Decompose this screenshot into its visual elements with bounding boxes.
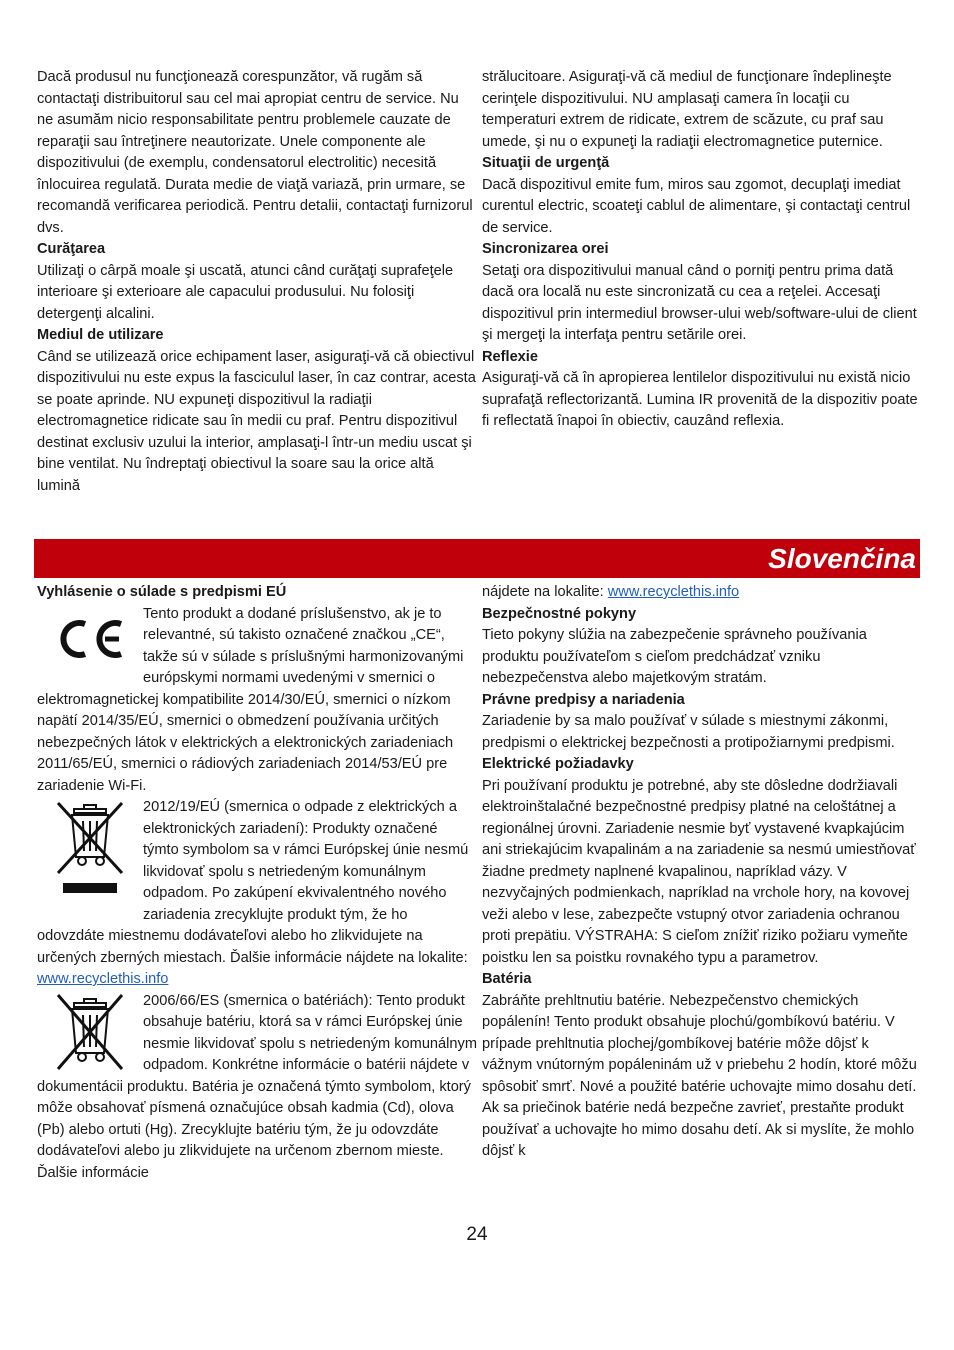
sk-left-column bbox=[37, 582, 477, 1184]
sk-electrical-heading: Elektrické požiadavky bbox=[482, 756, 634, 772]
ro-cleaning-heading: Curăţarea bbox=[37, 241, 106, 257]
sk-battery-paragraph: Zabráňte prehltnutiu batérie. Nebezpečenstvo chemických popálenín! Tento produkt obsahuje plochú/gombíkovú batériu. V prípade prehltnutia plochej/gombíkovej batérie môže dôjsť k vážnym vnútorným popáleninám už v priebehu 2 hodín, ktoré môžu spôsobiť smrť. Nové a použité batérie uchovajte mimo dosahu detí. Ak sa priečinok batérie nedá bezpečne zavrieť, prestaňte produkt používať a uchovajte ho mimo dosahu detí. Ak si myslíte, že mohlo dôjsť k bbox=[482, 992, 917, 1159]
sk-safety-paragraph: Tieto pokyny slúžia na zabezpečenie správneho používania produktu používateľom s cieľom predchádzať vzniku nebezpečenstva alebo majetkovým stratám. bbox=[482, 627, 867, 686]
sk-laws-paragraph: Zariadenie by sa malo používať v súlade s miestnymi zákonmi, predpismi o elektrickej bezpečnosti a protipožiarnymi predpismi. bbox=[482, 713, 895, 751]
ro-environment-continued: strălucitoare. Asiguraţi-vă că mediul de funcţionare îndeplineşte cerinţele dispozitivului. NU amplasaţi camera în locaţii cu temperaturi extrem de ridicate, extrem de scăzute, cu praf sau umede, şi nu o expuneţi la radiaţii electromagnetice puternice. bbox=[482, 69, 892, 150]
ro-reflection-heading: Reflexie bbox=[482, 348, 538, 365]
page-number: 24 bbox=[466, 1224, 488, 1245]
ro-environment-paragraph: Când se utilizează orice echipament laser, asiguraţi-vă că obiectivul dispozitivului nu este expus la fasciculul laser, în caz contrar, acesta se poate aprinde. NU expuneţi dispozitivul la radiaţii electromagnetice ridicate sau în medii cu praf. Pentru dispozitivul destinat exclusiv uzului la interior, amplasaţi-l într-un mediu uscat şi bine ventilat. Nu îndreptaţi obiectivul la soare sau la orice altă lumină bbox=[37, 348, 476, 494]
sk-eu-compliance-heading: Vyhlásenie o súlade s predpismi EÚ bbox=[37, 584, 287, 600]
sk-link-line bbox=[482, 582, 922, 604]
ro-service-paragraph: Dacă produsul nu funcţionează corespunzător, vă rugăm să contactaţi distribuitorul sau cel mai apropiat centru de service. Nu ne asumăm nicio responsabilitate pentru problemele cauzate de reparaţii sau întreţinere neautorizate. Unele componente ale dispozitivului (de exemplu, condensatorul electrolitic) necesită înlocuirea regulată. Durata medie de viaţă variază, prin urmare, se recomandă verificarea periodică. Pentru detalii, contactaţi furnizorul dvs. bbox=[37, 69, 473, 236]
ro-left-column bbox=[37, 67, 479, 497]
ro-cleaning-paragraph: Utilizaţi o cârpă moale şi uscată, atunci când curăţaţi suprafeţele interioare şi exterioare ale capacului produsului. Nu folosiţi detergenţi alcalini. bbox=[37, 262, 454, 322]
sk-weee-text: 2012/19/EÚ (smernica o odpade z elektrických a elektronických zariadení): Produkty označené týmto symbolom sa v rámci Európskej únie nesmú likvidovať spolu s netriedeným komunálnym odpadom. Po zakúpení ekvivalentného nového zariadenia zrecyklujte produkt tým, že ho odovzdáte miestnemu dodávateľovi alebo ho zlikvidujete na určených zberných miestach. Ďalšie informácie nájdete na lokalite: bbox=[37, 799, 469, 966]
ro-time-sync-heading: Sincronizarea orei bbox=[482, 241, 609, 257]
battery-crossed-bin-icon bbox=[37, 991, 143, 1077]
ro-time-sync-paragraph: Setaţi ora dispozitivului manual când o porniţi pentru prima dată dacă ora locală nu este sincronizată cu cea a reţelei. Accesaţi dispozitivul prin intermediul browser-ului web/software-ului de client şi mergeţi la interfaţa pentru setările orei. bbox=[482, 262, 917, 343]
recycle-link-1[interactable]: www.recyclethis.info bbox=[37, 971, 169, 987]
language-banner bbox=[34, 539, 920, 578]
sk-laws-heading: Právne predpisy a nariadenia bbox=[482, 691, 685, 708]
weee-crossed-bin-icon bbox=[37, 797, 143, 905]
language-banner-title: Slovenčina bbox=[768, 543, 916, 574]
sk-battery-heading: Batéria bbox=[482, 971, 532, 987]
sk-safety-heading: Bezpečnostné pokyny bbox=[482, 605, 637, 622]
sk-right-column bbox=[482, 582, 922, 1163]
ro-reflection-paragraph: Asiguraţi-vă că în apropierea lentilelor dispozitivului nu există nicio suprafaţă reflectorizantă. Lumina IR provenită de la dispozitiv poate fi reflectată înapoi în obiectiv, cauzând reflexia. bbox=[482, 370, 918, 429]
sk-battery-directive-paragraph: 2006/66/ES (smernica o batériách): Tento produkt obsahuje batériu, ktorá sa v rámci Európskej únie nesmie likvidovať spolu s netriedeným komunálnym odpadom. Konkrétne informácie o batérii nájdete v dokumentácii produktu. Batéria je označená týmto symbolom, ktorý môže obsahovať písmená označujúce obsah kadmia (Cd), olova (Pb) alebo ortuti (Hg). Zrecyklujte batériu tým, že ju odovzdáte dodávateľovi alebo ju zlikvidujete na určenom zbernom mieste. Ďalšie informácie bbox=[37, 992, 477, 1181]
sk-link-prefix: nájdete na lokalite: bbox=[482, 584, 608, 600]
sk-electrical-paragraph: Pri používaní produktu je potrebné, aby ste dôsledne dodržiavali elektroinštalačné bezpečnostné predpisy platné na celoštátnej a regionálnej úrovni. Zariadenie nesmie byť vystavené kvapkajúcim ani striekajúcim kvapalinám a na zariadenie sa nesmú umiestňovať žiadne predmety naplnené kvapalinou, napríklad vázy. V nezvyčajných podmienkach, napríklad na vrchole hory, na kovovej veži alebo v lese, zabezpečte vstupný otvor zariadenia ochranou proti prepätiu. VÝSTRAHA: S cieľom znížiť riziko požiaru vymeňte poistku len sa poistku rovnakého typu a parametrov. bbox=[482, 777, 916, 966]
ro-right-column bbox=[482, 67, 922, 433]
ro-emergency-paragraph: Dacă dispozitivul emite fum, miros sau zgomot, decuplaţi imediat curentul electric, scoateţi cablul de alimentare, şi contactaţi centrul de service. bbox=[482, 176, 911, 236]
ro-environment-heading: Mediul de utilizare bbox=[37, 327, 164, 343]
ro-emergency-heading: Situaţii de urgenţă bbox=[482, 155, 610, 171]
sk-eu-compliance-paragraph: Tento produkt a dodané príslušenstvo, ak je to relevantné, sú takisto označené značkou „CE“, takže sú v súlade s príslušnými harmonizovanými európskymi normami uvedenými v smernici o elektromagnetickej kompatibilite 2014/30/EÚ, smernici o nízkom napätí 2014/35/EÚ, smernici o obmedzení používania určitých nebezpečných látok v elektrických a elektronických zariadeniach 2011/65/EÚ, smernici o rádiových zariadeniach 2014/53/EÚ pre zariadenie Wi-Fi. bbox=[37, 605, 464, 794]
recycle-link-2[interactable]: www.recyclethis.info bbox=[607, 584, 740, 600]
ce-mark-icon bbox=[37, 604, 143, 670]
